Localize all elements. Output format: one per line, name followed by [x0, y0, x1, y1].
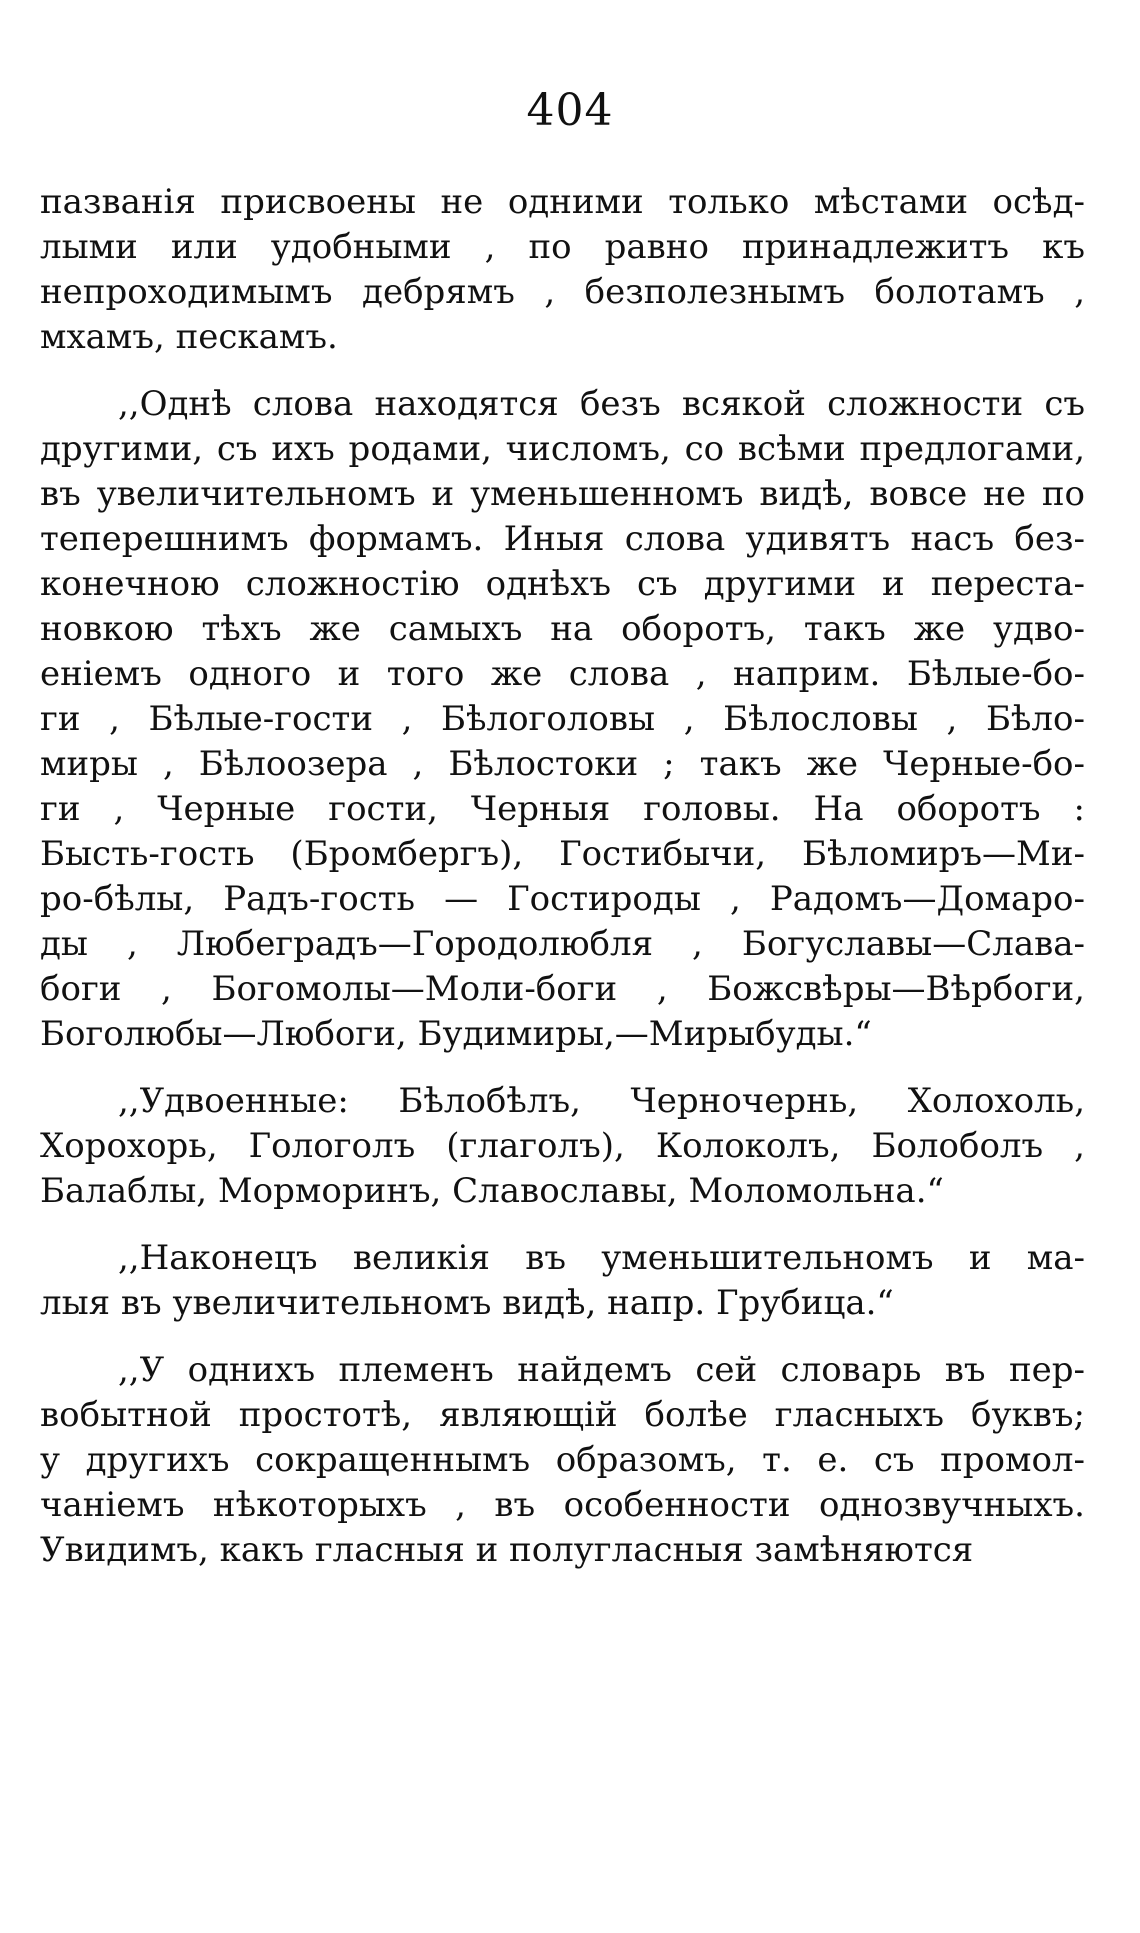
text-line: въ увеличительномъ и уменьшенномъ видѣ, вовсе не по	[40, 474, 1085, 514]
text-line: пазванія присвоены не одними только мѣстами осѣд-	[40, 182, 1085, 222]
paragraph	[40, 1079, 1085, 1214]
paragraph	[40, 382, 1085, 1057]
text-line: конечною сложностію однѣхъ съ другими и переста-	[40, 564, 1085, 604]
text-line: другими, съ ихъ родами, числомъ, со всѣми предлогами,	[40, 429, 1085, 469]
text-line: мхамъ, пескамъ.	[40, 317, 338, 357]
text-line: ги , Бѣлые-гости , Бѣлоголовы , Бѣлословы , Бѣло-	[40, 699, 1085, 739]
text-line: ,,Удвоенные: Бѣлобѣлъ, Черночернь, Холохоль,	[118, 1081, 1085, 1121]
text-line: еніемъ одного и того же слова , наприм. Бѣлые-бо-	[40, 654, 1085, 694]
paragraph	[40, 180, 1085, 360]
paragraph	[40, 1348, 1085, 1573]
text-line: ,,У однихъ племенъ найдемъ сей словарь въ пер-	[118, 1350, 1085, 1390]
text-line: миры , Бѣлоозера , Бѣлостоки ; такъ же Черные-бо-	[40, 744, 1085, 784]
text-line: ,,Однѣ слова находятся безъ всякой сложности съ	[118, 384, 1085, 424]
text-line: теперешнимъ формамъ. Иныя слова удивятъ насъ без-	[40, 519, 1085, 559]
text-line: лыя въ увеличительномъ видѣ, напр. Грубица.“	[40, 1283, 894, 1323]
body-text	[40, 180, 1085, 1595]
text-line: ро-бѣлы, Радъ-гость — Гостироды , Радомъ—Домаро-	[40, 879, 1085, 919]
text-line: Увидимъ, какъ гласныя и полугласныя замѣняются	[40, 1530, 974, 1570]
text-line: боги , Богомолы—Моли-боги , Божсвѣры—Вѣрбоги,	[40, 969, 1085, 1009]
text-line: Бысть-гость (Бромбергъ), Гостибычи, Бѣломиръ—Ми-	[40, 834, 1085, 874]
text-line: непроходимымъ дебрямъ , безполезнымъ болотамъ ,	[40, 272, 1085, 312]
text-line: ды , Любеградъ—Городолюбля , Богуславы—Слава-	[40, 924, 1085, 964]
text-line: чаніемъ нѣкоторыхъ , въ особенности однозвучныхъ.	[40, 1485, 1085, 1525]
text-line: Хорохорь, Гологолъ (глаголъ), Колоколъ, Болоболъ ,	[40, 1126, 1085, 1166]
text-line: Боголюбы—Любоги, Будимиры,—Мирыбуды.“	[40, 1014, 872, 1054]
page-number: 404	[526, 85, 614, 136]
text-line: у другихъ сокращеннымъ образомъ, т. е. съ промол-	[40, 1440, 1085, 1480]
text-line: Балаблы, Морморинъ, Славославы, Моломольна.“	[40, 1171, 944, 1211]
paragraph	[40, 1236, 1085, 1326]
text-line: вобытной простотѣ, являющій болѣе гласныхъ буквъ;	[40, 1395, 1085, 1435]
text-line: ги , Черные гости, Черныя головы. На оборотъ :	[40, 789, 1085, 829]
text-line: ,,Наконецъ великія въ уменьшительномъ и ма-	[118, 1238, 1085, 1278]
text-line: лыми или удобными , по равно принадлежитъ къ	[40, 227, 1085, 267]
text-line: новкою тѣхъ же самыхъ на оборотъ, такъ же удво-	[40, 609, 1085, 649]
